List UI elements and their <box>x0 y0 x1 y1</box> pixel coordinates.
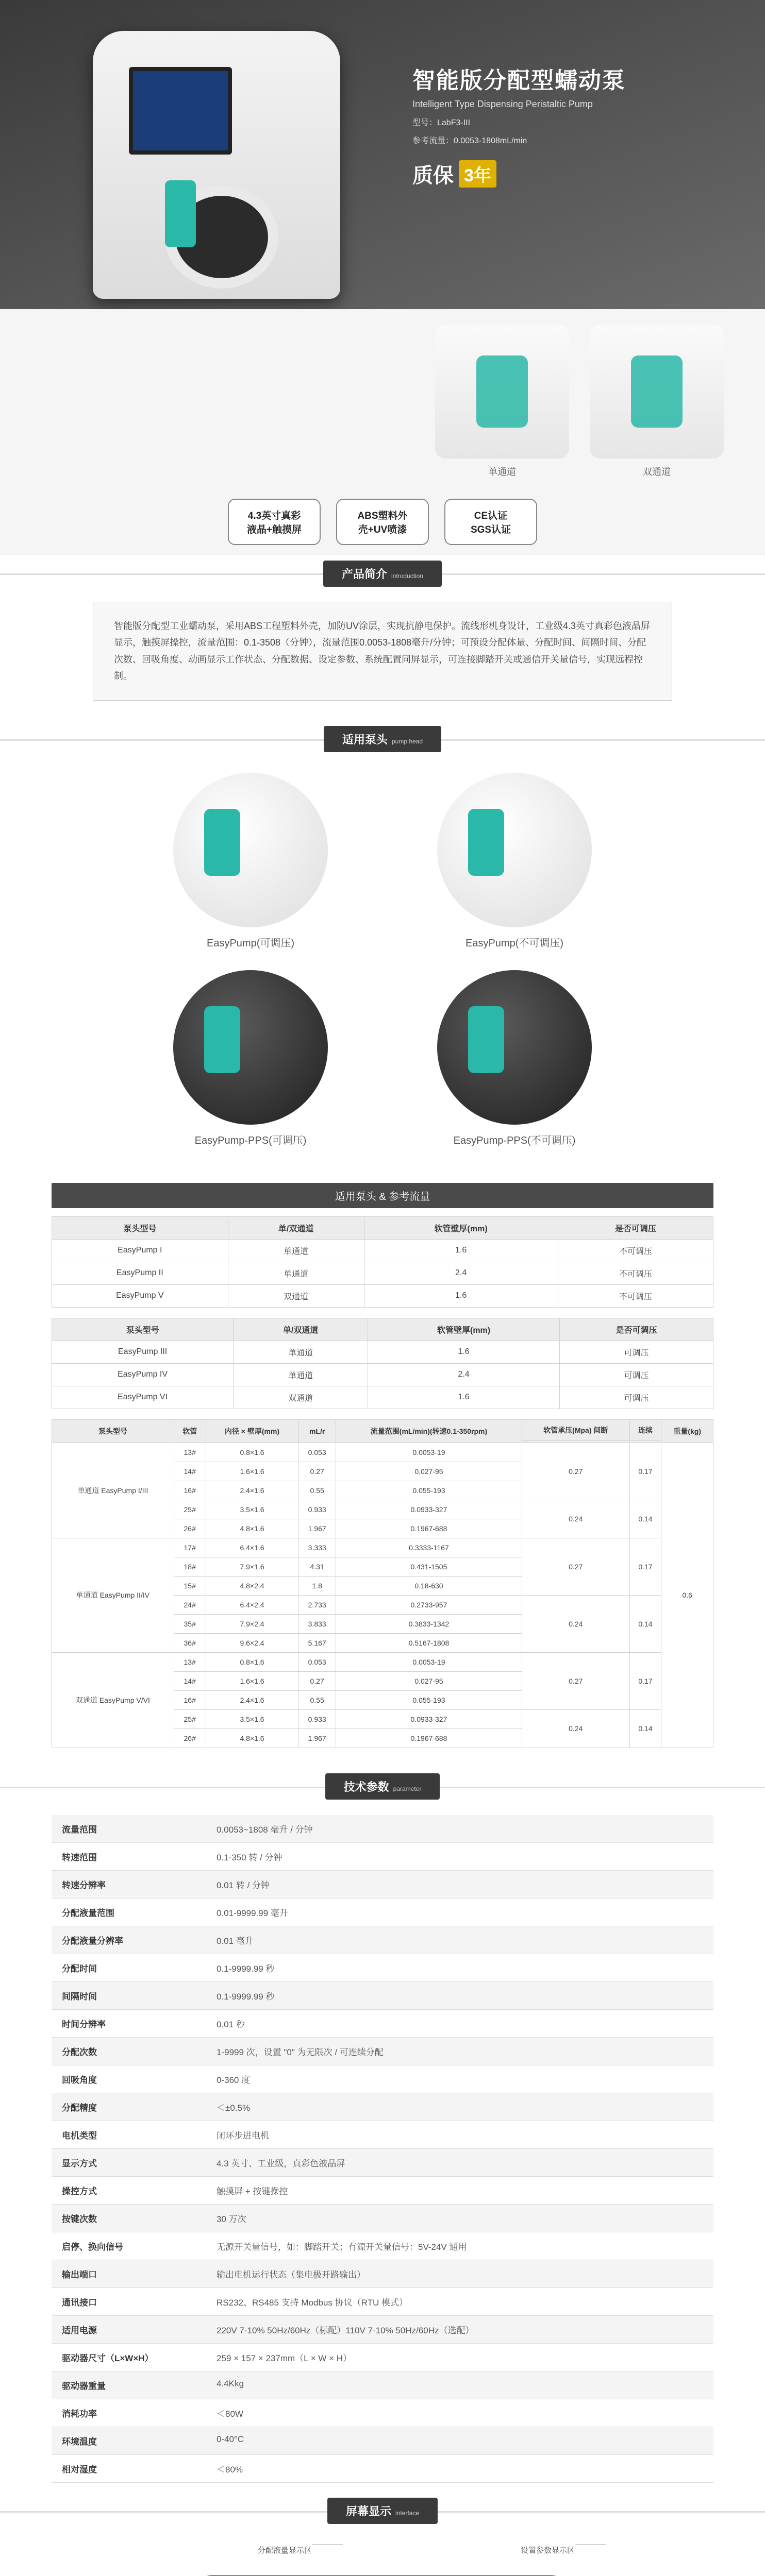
table-cell: EasyPump V <box>52 1284 228 1307</box>
table-cell: 3.5×1.6 <box>206 1709 298 1728</box>
table-cell: 0.24 <box>522 1595 630 1652</box>
page-title: 智能版分配型蠕动泵 <box>412 68 626 93</box>
table-cell: 0.0053-19 <box>336 1443 522 1462</box>
spec-row <box>52 2427 713 2455</box>
table-cell: 单通道 <box>228 1239 364 1262</box>
spec-value: ＜80W <box>217 2409 243 2419</box>
spec-key: 输出端口 <box>62 2269 97 2280</box>
table-cell: 可调压 <box>560 1386 713 1409</box>
table-cell: 不可调压 <box>558 1284 713 1307</box>
feature-badge: CE认证 SGS认证 <box>444 499 537 545</box>
table-cell: 3.5×1.6 <box>206 1500 298 1519</box>
table-row <box>52 1652 713 1671</box>
spec-key: 电机类型 <box>62 2130 97 2141</box>
spec-value: 无源开关量信号，如：脚踏开关；有源开关量信号：5V-24V 通用 <box>217 2242 467 2252</box>
spec-key: 转速分辨率 <box>62 1880 106 1890</box>
pump-head-card <box>155 970 346 1147</box>
table-cell: 0.0053-19 <box>336 1652 522 1671</box>
column-header: 内径 × 壁厚(mm) <box>206 1419 298 1443</box>
table-cell: 2.4×1.6 <box>206 1690 298 1709</box>
table-cell: 9.6×2.4 <box>206 1633 298 1652</box>
table-row <box>52 1538 713 1557</box>
section-heading-intro <box>0 555 765 591</box>
table-cell: EasyPump IV <box>52 1363 234 1386</box>
feature-badge: 4.3英寸真彩 液晶+触摸屏 <box>228 499 321 545</box>
column-header: 软管 <box>174 1419 206 1443</box>
table-cell: 0.055-193 <box>336 1690 522 1709</box>
table-cell: 0.17 <box>629 1443 661 1500</box>
spec-key: 相对湿度 <box>62 2464 97 2475</box>
variant-single <box>435 325 569 478</box>
spec-value: 0.0053~1808 毫升 / 分钟 <box>217 1824 313 1835</box>
table-cell: 1.967 <box>298 1728 336 1748</box>
spec-row <box>52 2455 713 2483</box>
spec-key: 驱动器重量 <box>62 2381 106 2391</box>
table-cell: 0.14 <box>629 1500 661 1538</box>
spec-value: 0.1-350 转 / 分钟 <box>217 1852 282 1862</box>
table-cell: 不可调压 <box>558 1262 713 1284</box>
pump-screen <box>129 67 232 155</box>
table-cell: 0.027-95 <box>336 1671 522 1690</box>
table-cell: 1.6 <box>368 1341 560 1363</box>
section-title: 适用泵头 <box>342 733 388 747</box>
table-cell: 1.6 <box>364 1239 558 1262</box>
table-cell: 单通道 <box>234 1363 368 1386</box>
section-heading-tech <box>0 1769 765 1805</box>
table-cell: 0.14 <box>629 1709 661 1748</box>
spec-key: 驱动器尺寸（L×W×H） <box>62 2353 154 2363</box>
spec-value: 4.3 英寸、工业级，真彩色液晶屏 <box>217 2158 345 2168</box>
feature-badges <box>0 483 765 555</box>
table-cell: 35# <box>174 1614 206 1633</box>
spec-value: 259 × 157 × 237mm（L × W × H） <box>217 2353 352 2363</box>
callout-label: 设置参数显示区 <box>521 2545 575 2555</box>
table-cell: 15# <box>174 1576 206 1595</box>
column-header: 软管壁厚(mm) <box>364 1216 558 1239</box>
table-cell: 4.31 <box>298 1557 336 1576</box>
table-cell: 0.0933-327 <box>336 1709 522 1728</box>
section-subtitle: parameter <box>393 1785 422 1793</box>
spec-row <box>52 1871 713 1899</box>
spec-key: 间隔时间 <box>62 1991 97 2002</box>
table-cell: 2.4×1.6 <box>206 1481 298 1500</box>
table-cell: 6.4×2.4 <box>206 1595 298 1614</box>
spec-row <box>52 1954 713 1982</box>
table-cell: 1.6 <box>368 1386 560 1409</box>
table-cell: 0.3833-1342 <box>336 1614 522 1633</box>
spec-row <box>52 2316 713 2344</box>
section-title: 产品简介 <box>341 567 387 581</box>
flow-text: 参考流量：0.0053-1808mL/min <box>412 137 527 145</box>
table-cell: 0.55 <box>298 1690 336 1709</box>
table-cell: 16# <box>174 1690 206 1709</box>
table-cell: 0.55 <box>298 1481 336 1500</box>
spec-key: 分配时间 <box>62 1963 97 1974</box>
spec-key: 环境温度 <box>62 2436 97 2447</box>
column-header: 软管壁厚(mm) <box>368 1318 560 1341</box>
table-cell: 2.733 <box>298 1595 336 1614</box>
spec-key: 启停、换向信号 <box>62 2242 123 2252</box>
table-cell: 0.17 <box>629 1538 661 1595</box>
spec-key: 分配液量范围 <box>62 1908 114 1918</box>
table-row <box>52 1284 713 1307</box>
spec-key: 转速范围 <box>62 1852 97 1862</box>
column-header: 流量范围(mL/min)(转速0.1-350rpm) <box>336 1419 522 1443</box>
table-cell: 0.431-1505 <box>336 1557 522 1576</box>
table-cell: 不可调压 <box>558 1239 713 1262</box>
table-cell: 0.027-95 <box>336 1462 522 1481</box>
table-cell: 双通道 <box>228 1284 364 1307</box>
column-header: 重量(kg) <box>661 1419 713 1443</box>
pump-table-1 <box>52 1216 713 1308</box>
variant-single-image <box>435 325 569 459</box>
spec-value: ＜±0.5% <box>217 2103 251 2113</box>
table-cell: 0.055-193 <box>336 1481 522 1500</box>
section-title: 技术参数 <box>343 1781 389 1794</box>
spec-key: 回吸角度 <box>62 2075 97 2085</box>
warranty-label: 质保 <box>412 164 454 187</box>
table-cell: EasyPump I <box>52 1239 228 1262</box>
spec-key: 操控方式 <box>62 2186 97 2196</box>
section-subtitle: interface <box>395 2510 420 2517</box>
table-cell: 单通道 <box>228 1262 364 1284</box>
table-cell: 26# <box>174 1519 206 1538</box>
spec-row <box>52 2344 713 2371</box>
pump-head-image <box>437 773 592 927</box>
table-cell: 14# <box>174 1462 206 1481</box>
callout-label: 分配液量显示区 <box>258 2545 312 2555</box>
table-cell: 1.6×1.6 <box>206 1462 298 1481</box>
table-cell: 0.0933-327 <box>336 1500 522 1519</box>
table-cell: 0.27 <box>522 1652 630 1709</box>
spec-key: 流量范围 <box>62 1824 97 1835</box>
spec-key: 适用电源 <box>62 2325 97 2335</box>
table-cell: 16# <box>174 1481 206 1500</box>
table-cell: 1.967 <box>298 1519 336 1538</box>
table-cell: 0.3333-1167 <box>336 1538 522 1557</box>
table-cell: 1.6 <box>364 1284 558 1307</box>
table-cell: 2.4 <box>364 1262 558 1284</box>
pump-head-caption: EasyPump(可调压) <box>206 937 295 949</box>
spec-value: 4.4Kkg <box>217 2378 244 2388</box>
intro-text: 智能版分配型工业蠕动泵，采用ABS工程塑料外壳，加防UV涂层，实现抗静电保护。流线形机身设计，工业级4.3英寸真彩色液晶屏显示，触摸屏操控，流量范围：0.1-3508（分钟），流量范围0.0053-1808毫升/分钟；可预设分配体量、分配时间、间隔时间、分配次数、回吸角度、动画显示工作状态、分配数据、设定参数、系统配置同屏显示，可连接脚踏开关或通信开关量信号，实现远程控制。 <box>93 602 672 701</box>
table-cell: 13# <box>174 1443 206 1462</box>
pump-accent <box>165 180 196 247</box>
spec-key: 分配次数 <box>62 2047 97 2057</box>
table-cell: 0.27 <box>522 1443 630 1500</box>
feature-badge: ABS塑料外 壳+UV喷漆 <box>336 499 429 545</box>
table-cell: 0.933 <box>298 1709 336 1728</box>
table-cell: 0.933 <box>298 1500 336 1519</box>
table-row <box>52 1363 713 1386</box>
table-cell: 0.2733-957 <box>336 1595 522 1614</box>
table-cell: 18# <box>174 1557 206 1576</box>
spec-key: 分配液量分辨率 <box>62 1936 123 1946</box>
table-cell: 0.5167-1808 <box>336 1633 522 1652</box>
spec-row <box>52 2149 713 2177</box>
table-cell: 单通道 <box>234 1341 368 1363</box>
table-cell: 13# <box>174 1652 206 1671</box>
table-cell: 0.24 <box>522 1709 630 1748</box>
spec-row <box>52 2205 713 2232</box>
table-cell: 单通道 EasyPump I/III <box>52 1443 174 1538</box>
spec-value: 1-9999 次，设置 "0" 为无限次 / 可连续分配 <box>217 2047 384 2057</box>
table-cell: EasyPump II <box>52 1262 228 1284</box>
pump-head-card <box>419 970 610 1147</box>
table-cell: 1.6×1.6 <box>206 1671 298 1690</box>
table-cell: 4.8×1.6 <box>206 1728 298 1748</box>
spec-key: 分配精度 <box>62 2103 97 2113</box>
column-header: 是否可调压 <box>560 1318 713 1341</box>
table-cell: 双通道 EasyPump V/VI <box>52 1652 174 1748</box>
table-row <box>52 1443 713 1462</box>
spec-value: 0.01 毫升 <box>217 1936 254 1946</box>
column-header: mL/r <box>298 1419 336 1443</box>
table-cell: 0.14 <box>629 1595 661 1652</box>
table-cell: 0.1967-688 <box>336 1519 522 1538</box>
spec-value: 0-360 度 <box>217 2075 251 2085</box>
spec-value: 0.1-9999.99 秒 <box>217 1963 275 1974</box>
table-cell: 0.27 <box>298 1671 336 1690</box>
page-subtitle: Intelligent Type Dispensing Peristaltic Pump <box>412 99 593 109</box>
table-cell: 17# <box>174 1538 206 1557</box>
spec-value: 220V 7-10% 50Hz/60Hz（标配）110V 7-10% 50Hz/60Hz（选配） <box>217 2325 474 2335</box>
pump-head-image <box>173 970 328 1125</box>
table-cell: 26# <box>174 1728 206 1748</box>
spec-row <box>52 2260 713 2288</box>
variant-double-image <box>590 325 724 459</box>
spec-value: ＜80% <box>217 2464 243 2475</box>
variant-images <box>0 309 765 483</box>
section-heading-display <box>0 2493 765 2529</box>
column-header: 连续 <box>629 1419 661 1440</box>
spec-value: 0.01-9999.99 毫升 <box>217 1908 288 1918</box>
table-cell: 0.8×1.6 <box>206 1652 298 1671</box>
column-header: 泵头型号 <box>52 1216 228 1239</box>
variant-double <box>590 325 724 478</box>
table-cell: 0.8×1.6 <box>206 1443 298 1462</box>
hero-text <box>412 62 626 189</box>
warranty <box>412 159 626 189</box>
spec-value: RS232、RS485 支持 Modbus 协议（RTU 模式） <box>217 2297 408 2308</box>
column-header: 是否可调压 <box>558 1216 713 1239</box>
column-header: 泵头型号 <box>52 1318 234 1341</box>
table-cell: 0.053 <box>298 1443 336 1462</box>
table-cell: 0.24 <box>522 1500 630 1538</box>
table-cell: 25# <box>174 1709 206 1728</box>
table-cell: 4.8×1.6 <box>206 1519 298 1538</box>
table-row <box>52 1386 713 1409</box>
spec-row <box>52 2121 713 2149</box>
pump-head-caption: EasyPump(不可调压) <box>465 937 564 949</box>
table-cell: 3.333 <box>298 1538 336 1557</box>
pump-head-card <box>155 773 346 950</box>
pump-head-image <box>437 970 592 1125</box>
spec-row <box>52 1815 713 1843</box>
column-header: 泵头型号 <box>52 1419 174 1443</box>
spec-row <box>52 2065 713 2093</box>
display-showcase <box>0 2529 765 2576</box>
table-cell: 36# <box>174 1633 206 1652</box>
variant-caption: 单通道 <box>488 467 516 477</box>
spec-list <box>52 1815 713 2483</box>
spec-row <box>52 2010 713 2038</box>
section-heading-heads <box>0 721 765 757</box>
table-cell: 2.4 <box>368 1363 560 1386</box>
table-cell: EasyPump VI <box>52 1386 234 1409</box>
column-header: 单/双通道 <box>228 1216 364 1239</box>
spec-value: 0.01 秒 <box>217 2019 245 2029</box>
column-header: 单/双通道 <box>234 1318 368 1341</box>
table-row <box>52 1239 713 1262</box>
flow-table <box>52 1419 713 1748</box>
table-cell: 双通道 <box>234 1386 368 1409</box>
table-cell: 25# <box>174 1500 206 1519</box>
table-cell: 24# <box>174 1595 206 1614</box>
section-subtitle: pump head <box>391 738 423 745</box>
spec-value: 0.1-9999.99 秒 <box>217 1991 275 2002</box>
spec-row <box>52 2399 713 2427</box>
table-cell: 7.9×1.6 <box>206 1557 298 1576</box>
pump-head-image <box>173 773 328 927</box>
spec-value: 30 万次 <box>217 2214 246 2224</box>
model-text: 型号：LabF3-III <box>412 118 471 127</box>
table-cell: 6.4×1.6 <box>206 1538 298 1557</box>
spec-row <box>52 2371 713 2399</box>
pump-head-caption: EasyPump-PPS(可调压) <box>194 1134 307 1146</box>
table-cell: 0.1967-688 <box>336 1728 522 1748</box>
section-title: 屏幕显示 <box>345 2505 391 2518</box>
table-row <box>52 1341 713 1363</box>
table-cell: 0.18-630 <box>336 1576 522 1595</box>
spec-value: 触摸屏 + 按键操控 <box>217 2186 288 2196</box>
table-row <box>52 1262 713 1284</box>
table-cell: 14# <box>174 1671 206 1690</box>
table-cell: 0.27 <box>298 1462 336 1481</box>
table-cell: 3.833 <box>298 1614 336 1633</box>
table-cell: 单通道 EasyPump II/IV <box>52 1538 174 1652</box>
table-cell: 可调压 <box>560 1363 713 1386</box>
spec-row <box>52 2177 713 2205</box>
table-title: 适用泵头 & 参考流量 <box>52 1183 713 1208</box>
table-cell: 7.9×2.4 <box>206 1614 298 1633</box>
table-cell: EasyPump III <box>52 1341 234 1363</box>
pump-head-caption: EasyPump-PPS(不可调压) <box>453 1134 576 1146</box>
hero-banner <box>0 0 765 309</box>
table-cell: 0.6 <box>661 1443 713 1748</box>
spec-row <box>52 1843 713 1871</box>
pump-head-grid <box>0 757 765 1162</box>
spec-row <box>52 1982 713 2010</box>
table-cell: 1.8 <box>298 1576 336 1595</box>
spec-row <box>52 2288 713 2316</box>
table-cell: 0.17 <box>629 1652 661 1709</box>
table-cell: 0.27 <box>522 1538 630 1595</box>
spec-row <box>52 2093 713 2121</box>
section-subtitle: introduction <box>391 572 424 580</box>
column-header: 软管承压(Mpa) 间断 <box>522 1419 630 1440</box>
table-cell: 5.167 <box>298 1633 336 1652</box>
spec-row <box>52 1899 713 1926</box>
pump-product-image <box>93 31 340 299</box>
spec-value: 输出电机运行状态（集电极开路输出） <box>217 2269 365 2280</box>
spec-row <box>52 1926 713 1954</box>
spec-key: 时间分辨率 <box>62 2019 106 2029</box>
spec-value: 0-40°C <box>217 2434 244 2444</box>
spec-value: 0.01 转 / 分钟 <box>217 1880 270 1890</box>
spec-key: 按键次数 <box>62 2214 97 2224</box>
table-cell: 可调压 <box>560 1341 713 1363</box>
spec-key: 显示方式 <box>62 2158 97 2168</box>
spec-row <box>52 2038 713 2065</box>
table-cell: 4.8×2.4 <box>206 1576 298 1595</box>
pump-head-card <box>419 773 610 950</box>
table-cell: 0.053 <box>298 1652 336 1671</box>
spec-key: 通讯接口 <box>62 2297 97 2308</box>
warranty-badge: 3年 <box>459 160 496 188</box>
spec-value: 闭环步进电机 <box>217 2130 269 2141</box>
pump-table-2 <box>52 1318 713 1409</box>
variant-caption: 双通道 <box>643 467 671 477</box>
spec-key: 消耗功率 <box>62 2409 97 2419</box>
spec-row <box>52 2232 713 2260</box>
